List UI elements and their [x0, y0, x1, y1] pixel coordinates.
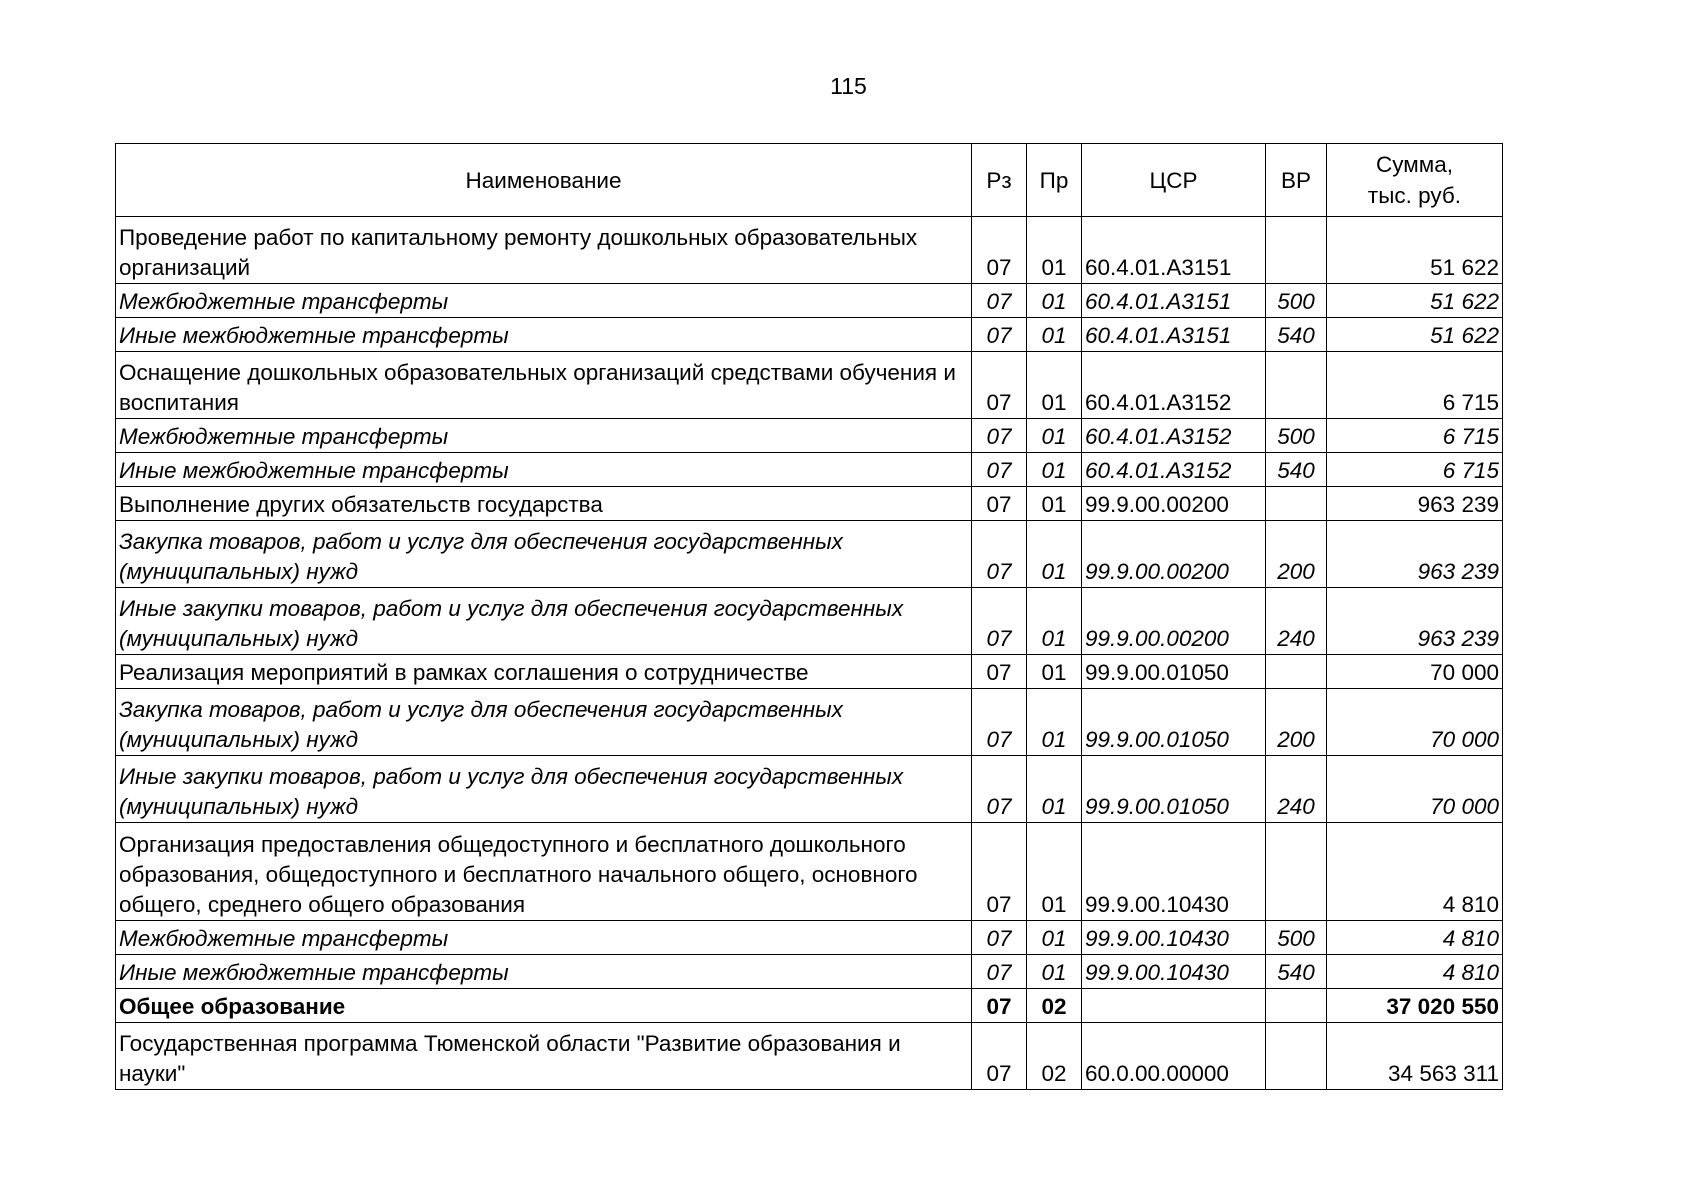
cell-name: Организация предоставления общедоступного и бесплатного дошкольного образования, общедоступного и бесплатного начального общего, основного общего, среднего общего образования: [116, 823, 972, 921]
cell-sum: 70 000: [1327, 756, 1503, 823]
cell-sum: 4 810: [1327, 823, 1503, 921]
header-sum-line2: тыс. руб.: [1367, 183, 1462, 208]
header-sum-line1: Сумма,: [1376, 152, 1453, 177]
cell-vr: 500: [1266, 921, 1327, 955]
cell-name: Иные межбюджетные трансферты: [116, 955, 972, 989]
cell-csr: 99.9.00.10430: [1082, 921, 1266, 955]
cell-csr: 60.4.01.А3151: [1082, 318, 1266, 352]
cell-vr: 200: [1266, 521, 1327, 588]
cell-rz: 07: [972, 689, 1027, 756]
table-row: [116, 217, 1503, 284]
header-csr: ЦСР: [1082, 144, 1266, 217]
cell-pr: 01: [1027, 284, 1082, 318]
cell-vr: 500: [1266, 284, 1327, 318]
cell-name: Государственная программа Тюменской области "Развитие образования и науки": [116, 1023, 972, 1090]
cell-vr: [1266, 1023, 1327, 1090]
cell-sum: 6 715: [1327, 352, 1503, 419]
cell-rz: 07: [972, 352, 1027, 419]
cell-pr: 01: [1027, 487, 1082, 521]
cell-pr: 01: [1027, 217, 1082, 284]
cell-rz: 07: [972, 419, 1027, 453]
cell-sum: 51 622: [1327, 318, 1503, 352]
table-row: [116, 689, 1503, 756]
cell-sum: 34 563 311: [1327, 1023, 1503, 1090]
table-row: [116, 955, 1503, 989]
cell-vr: 500: [1266, 419, 1327, 453]
cell-pr: 01: [1027, 521, 1082, 588]
cell-csr: 60.4.01.А3152: [1082, 453, 1266, 487]
table-row: [116, 352, 1503, 419]
table-row: [116, 588, 1503, 655]
cell-vr: 240: [1266, 588, 1327, 655]
cell-name: Общее образование: [116, 989, 972, 1023]
cell-rz: 07: [972, 284, 1027, 318]
cell-vr: [1266, 989, 1327, 1023]
table-row: [116, 655, 1503, 689]
cell-pr: 01: [1027, 352, 1082, 419]
table-row: [116, 1023, 1503, 1090]
cell-sum: 70 000: [1327, 655, 1503, 689]
cell-sum: 51 622: [1327, 217, 1503, 284]
cell-name: Реализация мероприятий в рамках соглашения о сотрудничестве: [116, 655, 972, 689]
cell-name: Закупка товаров, работ и услуг для обеспечения государственных (муниципальных) нужд: [116, 689, 972, 756]
header-sum: [1327, 144, 1503, 217]
cell-rz: 07: [972, 921, 1027, 955]
cell-name: Иные межбюджетные трансферты: [116, 453, 972, 487]
cell-rz: 07: [972, 217, 1027, 284]
cell-sum: 37 020 550: [1327, 989, 1503, 1023]
header-pr: Пр: [1027, 144, 1082, 217]
cell-sum: 51 622: [1327, 284, 1503, 318]
cell-name: Межбюджетные трансферты: [116, 419, 972, 453]
cell-name: Межбюджетные трансферты: [116, 921, 972, 955]
table-row: [116, 419, 1503, 453]
cell-csr: 60.0.00.00000: [1082, 1023, 1266, 1090]
cell-pr: 01: [1027, 921, 1082, 955]
cell-sum: 963 239: [1327, 487, 1503, 521]
cell-rz: 07: [972, 989, 1027, 1023]
cell-vr: [1266, 655, 1327, 689]
cell-csr: 60.4.01.А3151: [1082, 284, 1266, 318]
cell-vr: 240: [1266, 756, 1327, 823]
table-row: [116, 823, 1503, 921]
cell-csr: 99.9.00.10430: [1082, 823, 1266, 921]
cell-sum: 4 810: [1327, 921, 1503, 955]
cell-rz: 07: [972, 655, 1027, 689]
cell-pr: 01: [1027, 318, 1082, 352]
cell-pr: 02: [1027, 1023, 1082, 1090]
cell-rz: 07: [972, 318, 1027, 352]
table-row: [116, 453, 1503, 487]
cell-csr: 99.9.00.00200: [1082, 521, 1266, 588]
cell-vr: 540: [1266, 453, 1327, 487]
budget-table: [115, 143, 1503, 1090]
cell-csr: 99.9.00.01050: [1082, 756, 1266, 823]
cell-rz: 07: [972, 487, 1027, 521]
cell-name: Проведение работ по капитальному ремонту дошкольных образовательных организаций: [116, 217, 972, 284]
cell-name: Выполнение других обязательств государства: [116, 487, 972, 521]
cell-pr: 01: [1027, 955, 1082, 989]
cell-sum: 963 239: [1327, 521, 1503, 588]
table-row: [116, 921, 1503, 955]
cell-rz: 07: [972, 521, 1027, 588]
table-body: [116, 217, 1503, 1090]
cell-csr: 99.9.00.00200: [1082, 487, 1266, 521]
cell-vr: [1266, 487, 1327, 521]
cell-vr: [1266, 352, 1327, 419]
cell-rz: 07: [972, 955, 1027, 989]
cell-vr: 200: [1266, 689, 1327, 756]
cell-vr: 540: [1266, 955, 1327, 989]
cell-pr: 02: [1027, 989, 1082, 1023]
cell-pr: 01: [1027, 655, 1082, 689]
table-row: [116, 318, 1503, 352]
table-row: [116, 989, 1503, 1023]
table-row: [116, 487, 1503, 521]
cell-rz: 07: [972, 1023, 1027, 1090]
cell-pr: 01: [1027, 756, 1082, 823]
cell-csr: 99.9.00.01050: [1082, 655, 1266, 689]
table-row: [116, 284, 1503, 318]
cell-csr: 60.4.01.А3151: [1082, 217, 1266, 284]
cell-name: Межбюджетные трансферты: [116, 284, 972, 318]
table-header-row: [116, 144, 1503, 217]
cell-sum: 4 810: [1327, 955, 1503, 989]
header-vr: ВР: [1266, 144, 1327, 217]
cell-name: Иные межбюджетные трансферты: [116, 318, 972, 352]
cell-rz: 07: [972, 588, 1027, 655]
cell-name: Иные закупки товаров, работ и услуг для обеспечения государственных (муниципальных) нужд: [116, 588, 972, 655]
cell-csr: 99.9.00.10430: [1082, 955, 1266, 989]
cell-sum: 963 239: [1327, 588, 1503, 655]
cell-pr: 01: [1027, 823, 1082, 921]
cell-rz: 07: [972, 823, 1027, 921]
cell-rz: 07: [972, 453, 1027, 487]
page-number: 115: [830, 73, 867, 99]
cell-csr: 99.9.00.00200: [1082, 588, 1266, 655]
cell-sum: 6 715: [1327, 453, 1503, 487]
cell-name: Иные закупки товаров, работ и услуг для обеспечения государственных (муниципальных) нужд: [116, 756, 972, 823]
table-row: [116, 521, 1503, 588]
cell-pr: 01: [1027, 419, 1082, 453]
header-name: Наименование: [116, 144, 972, 217]
cell-csr: 60.4.01.А3152: [1082, 352, 1266, 419]
cell-vr: [1266, 217, 1327, 284]
cell-csr: [1082, 989, 1266, 1023]
cell-csr: 60.4.01.А3152: [1082, 419, 1266, 453]
cell-sum: 6 715: [1327, 419, 1503, 453]
cell-pr: 01: [1027, 453, 1082, 487]
cell-csr: 99.9.00.01050: [1082, 689, 1266, 756]
header-rz: Рз: [972, 144, 1027, 217]
cell-name: Закупка товаров, работ и услуг для обеспечения государственных (муниципальных) нужд: [116, 521, 972, 588]
cell-vr: [1266, 823, 1327, 921]
table-row: [116, 756, 1503, 823]
cell-rz: 07: [972, 756, 1027, 823]
cell-pr: 01: [1027, 588, 1082, 655]
cell-pr: 01: [1027, 689, 1082, 756]
cell-sum: 70 000: [1327, 689, 1503, 756]
cell-vr: 540: [1266, 318, 1327, 352]
cell-name: Оснащение дошкольных образовательных организаций средствами обучения и воспитания: [116, 352, 972, 419]
